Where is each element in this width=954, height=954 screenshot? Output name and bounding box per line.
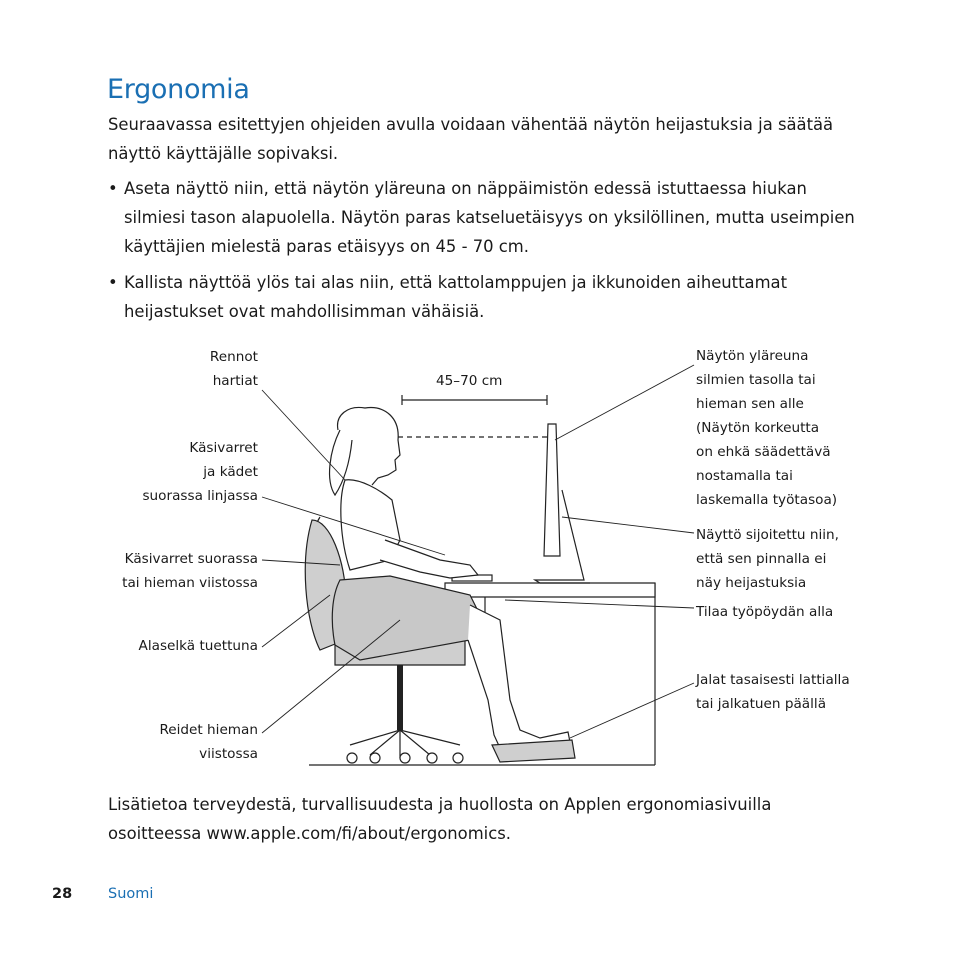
person-leg — [468, 605, 570, 748]
desk — [445, 583, 655, 597]
label-shoulders: Rennot hartiat — [209, 349, 258, 389]
person-arm — [380, 540, 478, 578]
bullet-text-2: Kallista näyttöä ylös tai alas niin, että kattolamppujen ja ikkunoiden aiheuttamat heijastukset ovat mahdollisimman vähäisiä. — [124, 273, 788, 321]
page-title: Ergonomia — [107, 74, 250, 105]
label-monitor-glare: Näyttö sijoitettu niin, että sen pinnalla ei näy heijastuksia — [696, 527, 839, 591]
label-monitor-top: Näytön yläreuna silmien tasolla tai hieman sen alle (Näytön korkeutta on ehkä säädettävä nostamalla tai laskemalla työtasoa) — [696, 348, 838, 508]
monitor-stand — [535, 490, 590, 583]
label-lower-back: Alaselkä tuettuna — [138, 638, 258, 654]
footer-language: Suomi — [108, 886, 154, 902]
label-under-desk: Tilaa työpöydän alla — [696, 604, 834, 620]
bullet-icon: • — [108, 273, 118, 292]
closing-paragraph: Lisätietoa terveydestä, turvallisuudesta ja huollosta on Applen ergonomiasivuilla osoitteessa www.apple.com/fi/about/ergonomics. — [108, 795, 772, 843]
label-forearms: Käsivarret suorassa tai hieman viistossa — [122, 551, 258, 591]
label-arms-hands: Käsivarret ja kädet suorassa linjassa — [142, 440, 258, 504]
label-feet: Jalat tasaisesti lattialla tai jalkatuen päällä — [696, 672, 850, 712]
page-number: 28 — [52, 886, 73, 902]
bullet-text-1: Aseta näyttö niin, että näytön yläreuna on näppäimistön edessä istuttaessa hiukan silmiesi tason alapuolella. Näytön paras katseluetäisyys on yksilöllinen, mutta useimpien käyttäjien mielestä paras etäisyys on 45 - 70 cm. — [124, 179, 855, 256]
intro-paragraph: Seuraavassa esitettyjen ohjeiden avulla voidaan vähentää näytön heijastuksia ja säätää näyttö käyttäjälle sopivaksi. — [108, 115, 834, 163]
bullet-icon: • — [108, 179, 118, 198]
monitor-screen — [544, 424, 560, 556]
label-thighs: Reidet hieman viistossa — [159, 722, 258, 762]
distance-label: 45–70 cm — [436, 373, 503, 389]
